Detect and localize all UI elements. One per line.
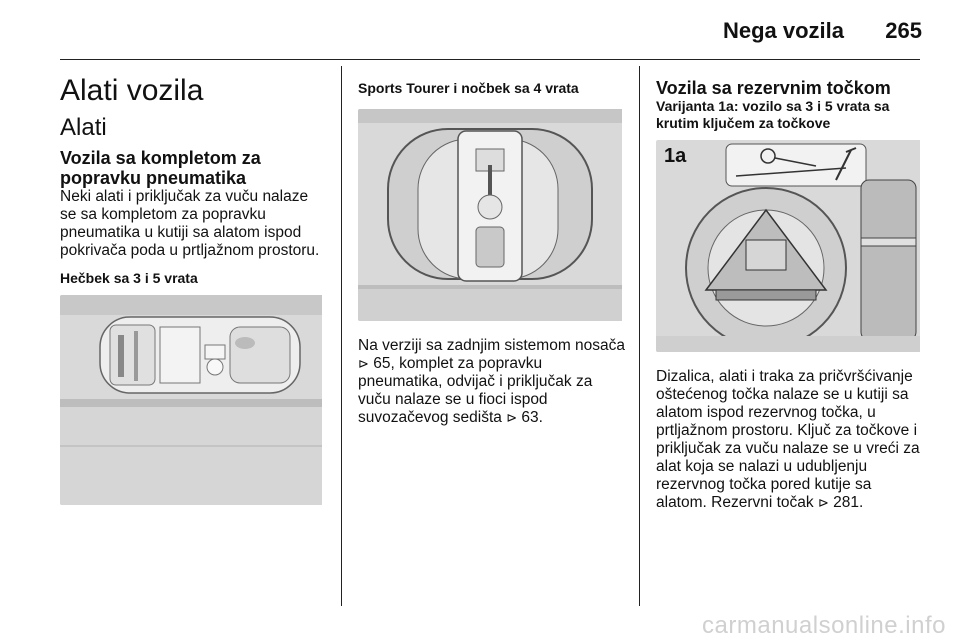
body-paragraph: Dizalica, alati i traka za pričvršćivanje oštećenog točka nalaze se u kutiji sa alatom ispod rezervnog točka, u prtljažnom prostoru. Ključ za točkove i priključak za vuču nalaze se u vreći za alat koja se nalazi u udubljenju rezervnog točka pored kutije sa alatom. Rezervni točak ⊳ 281. xyxy=(656,368,920,511)
figure-caption: Sports Tourer i nočbek sa 4 vrata xyxy=(358,80,579,96)
page-number: 265 xyxy=(885,18,922,43)
column-3 xyxy=(656,74,922,512)
watermark: carmanualsonline.info xyxy=(702,612,946,639)
column-divider-1 xyxy=(341,66,342,606)
chapter-title: Alati vozila xyxy=(60,74,204,107)
header-rule xyxy=(60,59,920,60)
column-divider-2 xyxy=(639,66,640,606)
page-ref-arrow-icon: ⊳ xyxy=(817,495,829,510)
figure-caption: Hečbek sa 3 i 5 vrata xyxy=(60,270,198,286)
page-ref-arrow-icon: ⊳ xyxy=(358,356,369,371)
hatchback-toolbox-illustration xyxy=(60,295,328,505)
section-title: Alati xyxy=(60,114,107,141)
column-1 xyxy=(60,74,328,505)
page-header xyxy=(0,0,960,60)
body-paragraph: Na verziji sa zadnjim sistemom nosača ⊳ 65, komplet za popravku pneumatika, odvijač i priključak za vuču nalaze se u fioci ispod suvozačevog sedišta ⊳ 63. xyxy=(358,337,626,426)
figure-label: 1a xyxy=(664,145,687,167)
column-2 xyxy=(358,74,626,427)
page-ref-arrow-icon: ⊳ xyxy=(506,410,518,425)
figure-caption: Varijanta 1a: vozilo sa 3 i 5 vrata sa krutim ključem za točkove xyxy=(656,98,890,131)
section-name: Nega vozila xyxy=(722,18,844,43)
body-paragraph: Neki alati i priključak za vuču nalaze se sa kompletom za popravku pneumatika u kutiji sa alatom ispod pokrivača poda u prtljažnom prostoru. xyxy=(60,188,320,259)
subsection-heading: Vozila sa rezervnim točkom xyxy=(656,78,891,98)
subsection-heading: Vozila sa kompletom za popravku pneumatika xyxy=(60,148,261,188)
sports-tourer-toolbox-illustration xyxy=(358,109,626,321)
spare-wheel-toolbox-illustration xyxy=(656,140,922,352)
